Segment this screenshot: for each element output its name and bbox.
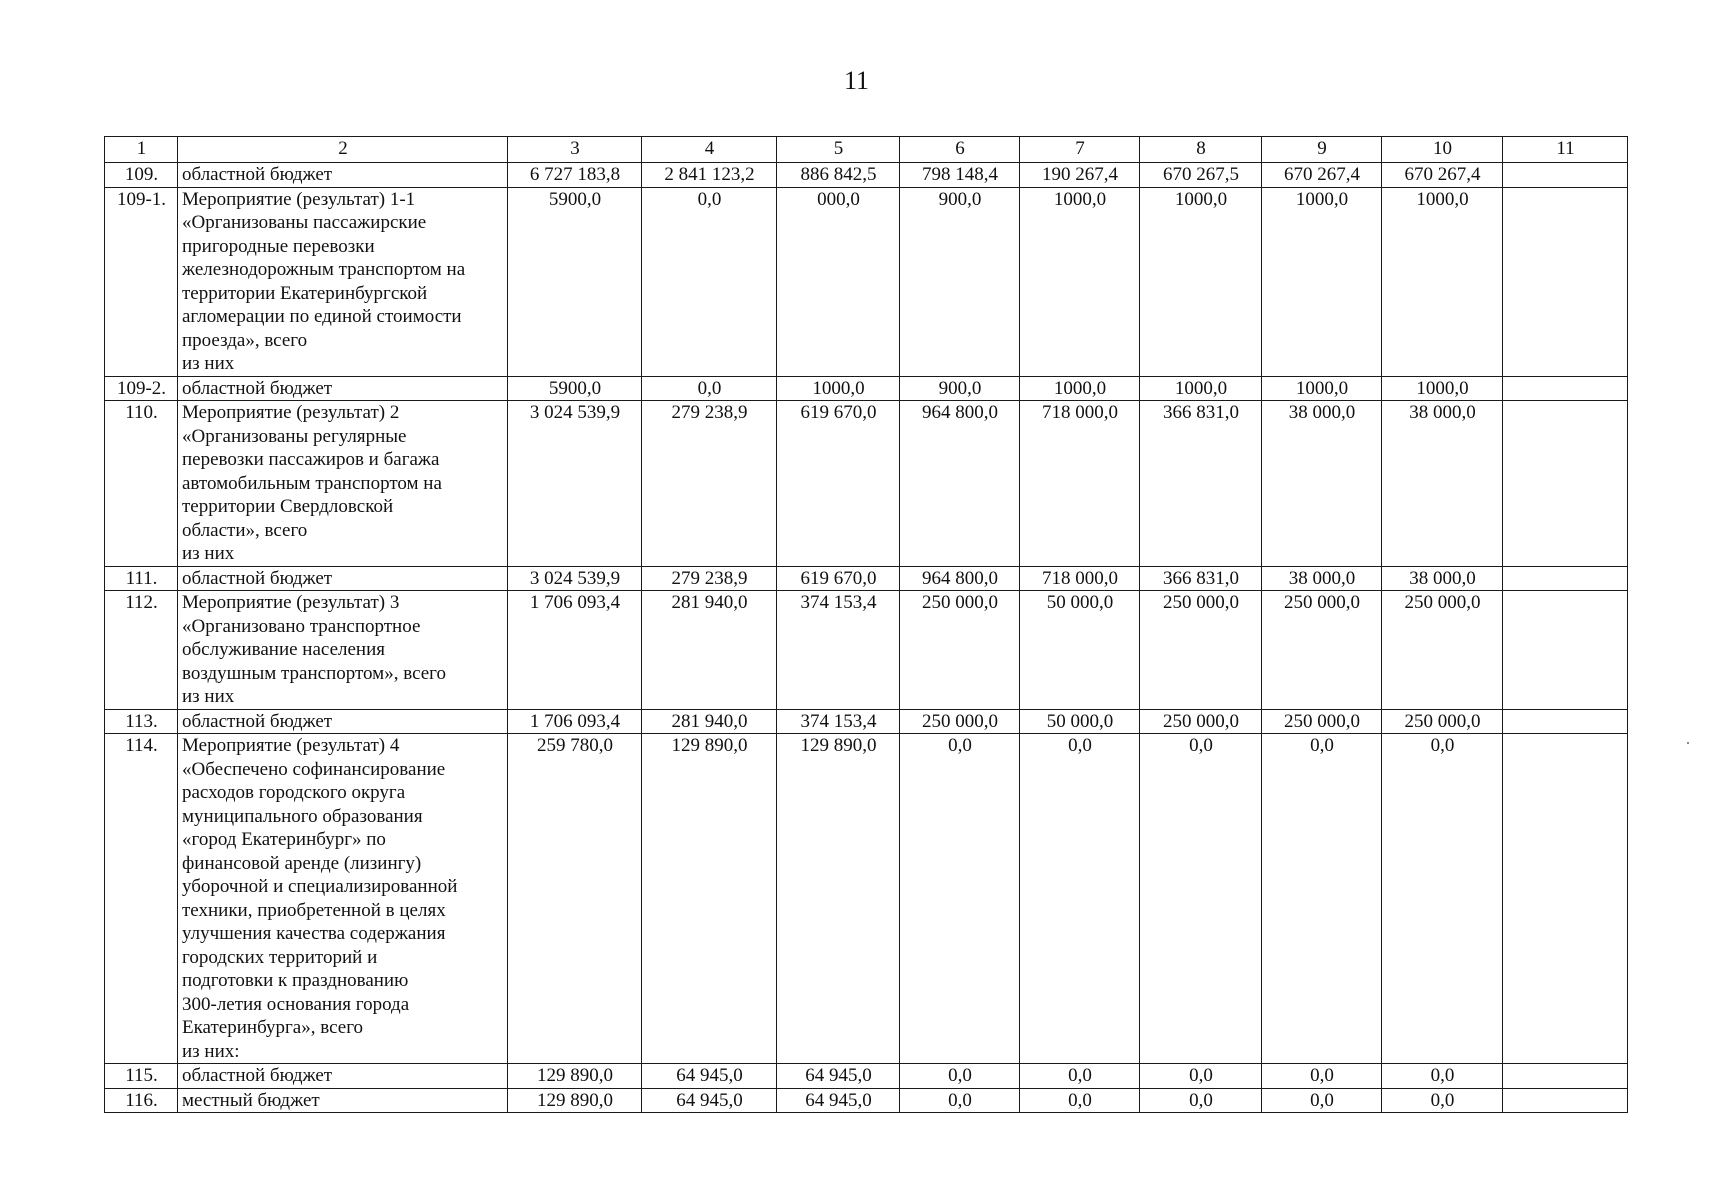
- header-cell: 7: [1020, 137, 1140, 163]
- value-cell: 374 153,4: [777, 591, 900, 710]
- value-cell: 0,0: [1140, 1088, 1262, 1113]
- value-cell: 964 800,0: [900, 401, 1020, 567]
- value-cell: 0,0: [1140, 734, 1262, 1064]
- column-11-cell: [1503, 1064, 1628, 1089]
- column-11-cell: [1503, 709, 1628, 734]
- value-cell: 3 024 539,9: [508, 566, 642, 591]
- value-cell: 50 000,0: [1020, 709, 1140, 734]
- value-cell: 129 890,0: [508, 1064, 642, 1089]
- value-cell: 0,0: [900, 734, 1020, 1064]
- header-cell: 3: [508, 137, 642, 163]
- column-11-cell: [1503, 1088, 1628, 1113]
- value-cell: 250 000,0: [1262, 709, 1382, 734]
- header-cell: 2: [178, 137, 508, 163]
- value-cell: 0,0: [1020, 1088, 1140, 1113]
- value-cell: 1000,0: [777, 376, 900, 401]
- value-cell: 1000,0: [1262, 187, 1382, 376]
- value-cell: 64 945,0: [642, 1088, 777, 1113]
- header-cell: 11: [1503, 137, 1628, 163]
- value-cell: 0,0: [1262, 1088, 1382, 1113]
- value-cell: 670 267,5: [1140, 163, 1262, 188]
- table-row: [105, 401, 1628, 567]
- value-cell: 1000,0: [1382, 187, 1503, 376]
- value-cell: 279 238,9: [642, 566, 777, 591]
- row-number: 116.: [105, 1088, 178, 1113]
- value-cell: 259 780,0: [508, 734, 642, 1064]
- value-cell: 0,0: [1382, 1088, 1503, 1113]
- column-11-cell: [1503, 566, 1628, 591]
- header-cell: 5: [777, 137, 900, 163]
- row-name: областной бюджет: [178, 163, 508, 188]
- value-cell: 281 940,0: [642, 591, 777, 710]
- value-cell: 0,0: [1140, 1064, 1262, 1089]
- header-cell: 8: [1140, 137, 1262, 163]
- table-header-row: [105, 137, 1628, 163]
- value-cell: 190 267,4: [1020, 163, 1140, 188]
- scan-speck: [1687, 742, 1689, 744]
- value-cell: 366 831,0: [1140, 566, 1262, 591]
- value-cell: 670 267,4: [1262, 163, 1382, 188]
- header-cell: 1: [105, 137, 178, 163]
- value-cell: 250 000,0: [900, 591, 1020, 710]
- table-row: [105, 734, 1628, 1064]
- budget-table: [104, 136, 1628, 1113]
- row-name: Мероприятие (результат) 1-1 «Организованы пассажирские пригородные перевозки железнодорожным транспортом на территории Екатеринбургской агломерации по единой стоимости проезда», всего из них: [178, 187, 508, 376]
- table-row: [105, 1088, 1628, 1113]
- table-row: [105, 1064, 1628, 1089]
- row-name: областной бюджет: [178, 1064, 508, 1089]
- table-row: [105, 376, 1628, 401]
- value-cell: 0,0: [1382, 1064, 1503, 1089]
- value-cell: 64 945,0: [642, 1064, 777, 1089]
- value-cell: 0,0: [1020, 734, 1140, 1064]
- value-cell: 366 831,0: [1140, 401, 1262, 567]
- row-number: 111.: [105, 566, 178, 591]
- value-cell: 0,0: [900, 1064, 1020, 1089]
- value-cell: 250 000,0: [1382, 591, 1503, 710]
- row-number: 109-1.: [105, 187, 178, 376]
- header-cell: 4: [642, 137, 777, 163]
- table-row: [105, 187, 1628, 376]
- value-cell: 5900,0: [508, 376, 642, 401]
- value-cell: 64 945,0: [777, 1064, 900, 1089]
- value-cell: 0,0: [642, 376, 777, 401]
- value-cell: 670 267,4: [1382, 163, 1503, 188]
- row-name: Мероприятие (результат) 3 «Организовано транспортное обслуживание населения воздушным транспортом», всего из них: [178, 591, 508, 710]
- value-cell: 6 727 183,8: [508, 163, 642, 188]
- header-cell: 6: [900, 137, 1020, 163]
- value-cell: 1 706 093,4: [508, 709, 642, 734]
- row-number: 113.: [105, 709, 178, 734]
- row-name: областной бюджет: [178, 376, 508, 401]
- value-cell: 38 000,0: [1382, 401, 1503, 567]
- row-number: 112.: [105, 591, 178, 710]
- value-cell: 0,0: [1262, 1064, 1382, 1089]
- header-cell: 10: [1382, 137, 1503, 163]
- value-cell: 1000,0: [1262, 376, 1382, 401]
- value-cell: 0,0: [1382, 734, 1503, 1064]
- table-row: [105, 566, 1628, 591]
- header-cell: 9: [1262, 137, 1382, 163]
- value-cell: 50 000,0: [1020, 591, 1140, 710]
- value-cell: 964 800,0: [900, 566, 1020, 591]
- column-11-cell: [1503, 163, 1628, 188]
- value-cell: 1000,0: [1020, 187, 1140, 376]
- value-cell: 1000,0: [1140, 376, 1262, 401]
- row-name: областной бюджет: [178, 709, 508, 734]
- value-cell: 38 000,0: [1262, 566, 1382, 591]
- value-cell: 250 000,0: [1140, 709, 1262, 734]
- row-name: местный бюджет: [178, 1088, 508, 1113]
- value-cell: 900,0: [900, 376, 1020, 401]
- table-row: [105, 163, 1628, 188]
- value-cell: 798 148,4: [900, 163, 1020, 188]
- value-cell: 718 000,0: [1020, 401, 1140, 567]
- row-number: 109.: [105, 163, 178, 188]
- value-cell: 3 024 539,9: [508, 401, 642, 567]
- value-cell: 1000,0: [1020, 376, 1140, 401]
- value-cell: 1 706 093,4: [508, 591, 642, 710]
- row-name: Мероприятие (результат) 2 «Организованы регулярные перевозки пассажиров и багажа автомобильным транспортом на территории Свердловской области», всего из них: [178, 401, 508, 567]
- value-cell: 619 670,0: [777, 401, 900, 567]
- value-cell: 0,0: [1262, 734, 1382, 1064]
- value-cell: 0,0: [900, 1088, 1020, 1113]
- value-cell: 250 000,0: [1140, 591, 1262, 710]
- value-cell: 38 000,0: [1382, 566, 1503, 591]
- column-11-cell: [1503, 591, 1628, 710]
- value-cell: 281 940,0: [642, 709, 777, 734]
- value-cell: 129 890,0: [777, 734, 900, 1064]
- row-name: Мероприятие (результат) 4 «Обеспечено софинансирование расходов городского округа муниципального образования «город Екатеринбург» по финансовой аренде (лизингу) уборочной и специализированной техники, приобретенной в целях улучшения качества содержания городских территорий и подготовки к празднованию 300-летия основания города Екатеринбурга», всего из них:: [178, 734, 508, 1064]
- value-cell: 250 000,0: [1262, 591, 1382, 710]
- value-cell: 5900,0: [508, 187, 642, 376]
- row-number: 109-2.: [105, 376, 178, 401]
- value-cell: 900,0: [900, 187, 1020, 376]
- row-name: областной бюджет: [178, 566, 508, 591]
- value-cell: 0,0: [1020, 1064, 1140, 1089]
- table-row: [105, 709, 1628, 734]
- value-cell: 0,0: [642, 187, 777, 376]
- value-cell: 718 000,0: [1020, 566, 1140, 591]
- value-cell: 250 000,0: [1382, 709, 1503, 734]
- row-number: 110.: [105, 401, 178, 567]
- table-row: [105, 591, 1628, 710]
- column-11-cell: [1503, 734, 1628, 1064]
- value-cell: 279 238,9: [642, 401, 777, 567]
- column-11-cell: [1503, 401, 1628, 567]
- value-cell: 129 890,0: [508, 1088, 642, 1113]
- value-cell: 619 670,0: [777, 566, 900, 591]
- value-cell: 1000,0: [1382, 376, 1503, 401]
- value-cell: 129 890,0: [642, 734, 777, 1064]
- row-number: 114.: [105, 734, 178, 1064]
- value-cell: 374 153,4: [777, 709, 900, 734]
- column-11-cell: [1503, 376, 1628, 401]
- value-cell: 2 841 123,2: [642, 163, 777, 188]
- page-number: 11: [843, 66, 870, 95]
- value-cell: 886 842,5: [777, 163, 900, 188]
- value-cell: 64 945,0: [777, 1088, 900, 1113]
- column-11-cell: [1503, 187, 1628, 376]
- row-number: 115.: [105, 1064, 178, 1089]
- value-cell: 38 000,0: [1262, 401, 1382, 567]
- value-cell: 1000,0: [1140, 187, 1262, 376]
- value-cell: 250 000,0: [900, 709, 1020, 734]
- value-cell: 000,0: [777, 187, 900, 376]
